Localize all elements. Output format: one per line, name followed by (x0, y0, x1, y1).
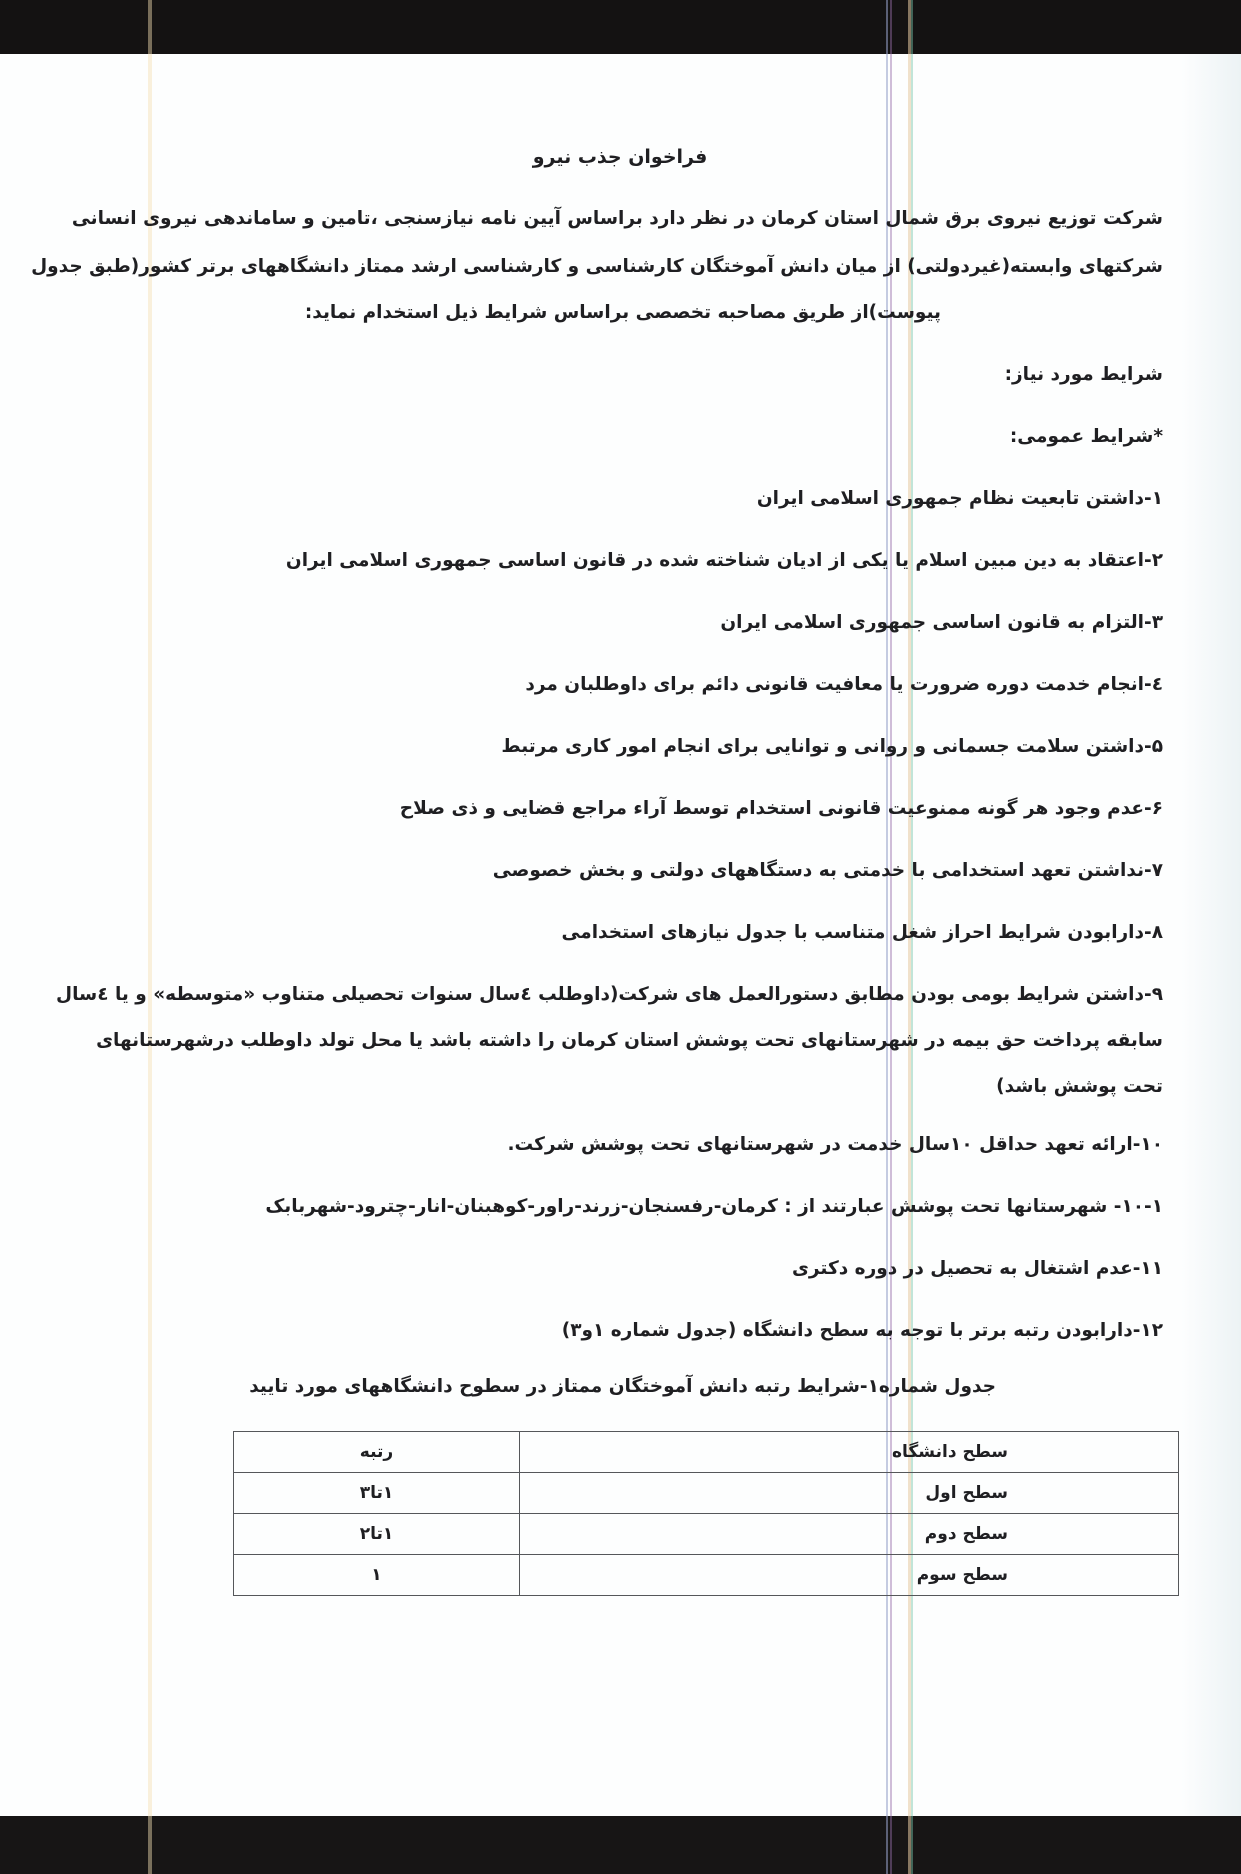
table-caption: جدول شماره۱-شرایط رتبه دانش آموختگان ممتاز در سطوح دانشگاههای مورد تایید (249, 1376, 996, 1397)
cell-rank: ۱ (234, 1555, 520, 1596)
general-conditions-heading: *شرایط عمومی: (1009, 426, 1163, 447)
intro-line: پیوست)از طریق مصاحبه تخصصی براساس شرایط ذیل استخدام نماید: (304, 302, 941, 323)
cell-rank: ۱تا۲ (234, 1514, 520, 1555)
header-rank: رتبه (234, 1432, 520, 1473)
condition-item: ۱۰-ارائه تعهد حداقل ۱۰سال خدمت در شهرستانهای تحت پوشش شرکت. (507, 1134, 1163, 1155)
condition-item: ۱-داشتن تابعیت نظام جمهوری اسلامی ایران (756, 488, 1163, 509)
cell-rank: ۱تا۳ (234, 1473, 520, 1514)
condition-item: ۲-اعتقاد به دین مبین اسلام یا یکی از ادیان شناخته شده در قانون اساسی جمهوری اسلامی ایران (285, 550, 1163, 571)
condition-item: ۶-عدم وجود هر گونه ممنوعیت قانونی استخدام توسط آراء مراجع قضایی و ذی صلاح (399, 798, 1163, 819)
scan-artifact-line (148, 0, 152, 1874)
scan-border-bottom (0, 1816, 1241, 1874)
requirements-heading: شرایط مورد نیاز: (1004, 364, 1163, 385)
paper-edge-shade (1181, 54, 1241, 1816)
university-rank-table (233, 1431, 1179, 1596)
condition-9-line: تحت پوشش باشد) (996, 1076, 1163, 1097)
intro-line: شرکتهای وابسته(غیردولتی) از میان دانش آموختگان کارشناسی و کارشناسی ارشد ممتاز دانشگاههای برتر کشور(طبق جدول (31, 256, 1163, 277)
condition-item: ۱۰-۱- شهرستانها تحت پوشش عبارتند از : کرمان-رفسنجان-زرند-راور-کوهبنان-انار-چترود-شهربابک (265, 1196, 1163, 1217)
intro-line: شرکت توزیع نیروی برق شمال استان کرمان در نظر دارد براساس آیین نامه نیازسنجی ،تامین و ساماندهی نیروی انسانی (71, 208, 1163, 229)
table-row (234, 1473, 1179, 1514)
header-university-level: سطح دانشگاه (520, 1432, 1179, 1473)
condition-item: ۸-دارابودن شرایط احراز شغل متناسب با جدول نیازهای استخدامی (561, 922, 1163, 943)
table-row (234, 1514, 1179, 1555)
cell-level: سطح دوم (520, 1514, 1179, 1555)
cell-level: سطح سوم (520, 1555, 1179, 1596)
condition-item: ۳-التزام به قانون اساسی جمهوری اسلامی ایران (720, 612, 1163, 633)
condition-item: ۷-نداشتن تعهد استخدامی با خدمتی به دستگاههای دولتی و بخش خصوصی (492, 860, 1163, 881)
condition-9-line: سابقه پرداخت حق بیمه در شهرستانهای تحت پوشش استان کرمان را داشته باشد یا محل تولد داوطلب درشهرستانهای (96, 1030, 1163, 1051)
table-row (234, 1555, 1179, 1596)
table-header-row (234, 1432, 1179, 1473)
condition-item: ۱۱-عدم اشتغال به تحصیل در دوره دکتری (791, 1258, 1163, 1279)
condition-item: ۵-داشتن سلامت جسمانی و روانی و توانایی برای انجام امور کاری مرتبط (501, 736, 1163, 757)
cell-level: سطح اول (520, 1473, 1179, 1514)
scan-border-top (0, 0, 1241, 54)
document-title: فراخوان جذب نیرو (532, 146, 708, 168)
condition-item: ۱۲-دارابودن رتبه برتر با توجه به سطح دانشگاه (جدول شماره ۱و۳) (561, 1320, 1163, 1341)
condition-item: ٤-انجام خدمت دوره ضرورت یا معافیت قانونی دائم برای داوطلبان مرد (525, 674, 1163, 695)
condition-9-line: ۹-داشتن شرایط بومی بودن مطابق دستورالعمل های شرکت(داوطلب ٤سال سنوات تحصیلی متناوب «متوسطه» و یا ٤سال (56, 984, 1163, 1005)
